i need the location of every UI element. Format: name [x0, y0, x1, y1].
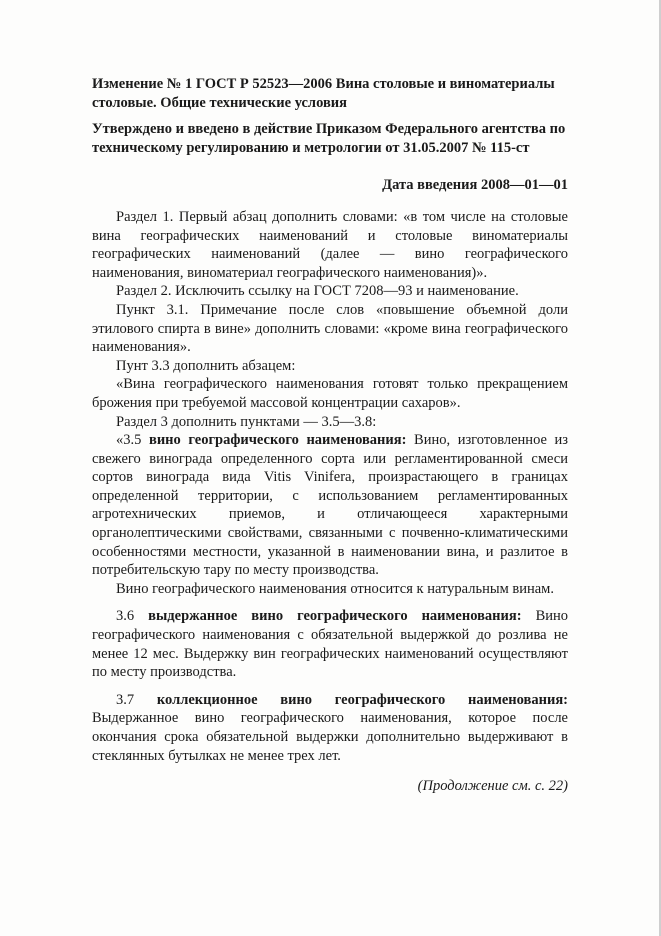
paragraph-clause-3-1: Пункт 3.1. Примечание после слов «повышение объемной доли этилового спирта в вине» дополнить словами: «кроме вина географического наименования».: [92, 301, 568, 356]
paragraph-section-3-add: Раздел 3 дополнить пунктами — 3.5—3.8:: [116, 413, 377, 430]
definition-3-5: [92, 431, 568, 580]
amendment-title: Изменение № 1 ГОСТ Р 52523—2006 Вина столовые и виноматериалы столовые. Общие технические условия: [92, 76, 555, 111]
definition-3-6-text: Вино географического наименования с обязательной выдержкой до розлива не менее 12 мес. Выдержку вин географических наименований осуществляют по месту производства.: [92, 608, 569, 681]
definition-3-6-number: 3.6: [116, 608, 149, 625]
paragraph-natural-wines: Вино географического наименования относится к натуральным винам.: [116, 580, 554, 597]
definition-3-7-number: 3.7: [116, 691, 157, 708]
continuation-note: (Продолжение см. с. 22): [417, 778, 568, 795]
definition-3-7-text: Выдержанное вино географического наименования, которое после окончания срока обязательной выдержки дополнительно выдерживают в стеклянных бутылках не менее трех лет.: [92, 710, 568, 764]
effective-date: Дата введения 2008—01—01: [382, 177, 568, 194]
paragraph-section-2: Раздел 2. Исключить ссылку на ГОСТ 7208—93 и наименование.: [116, 283, 519, 300]
paragraph-section-1: Раздел 1. Первый абзац дополнить словами: «в том числе на столовые вина географических наименований и столовые виноматериалы географических наименований (далее — вино географического наименования, виноматериал географического наименования)».: [92, 208, 568, 281]
definition-3-7: [92, 691, 568, 765]
paragraph-clause-3-3-text: «Вина географического наименования готовят только прекращением брожения при требуемой массовой концентрации сахаров».: [92, 376, 568, 411]
definition-3-5-text: Вино, изготовленное из свежего винограда определенного сорта или регламентированной смеси сортов винограда вида Vitis Vinifera, произрастающего в границах определенной территории, с использованием регламентированных агротехнических приемов, и отличающееся характерными органолептическими свойствами, связанными с почвенно-климатическими особенностями местности, указанной в наименовании вина, и разлитое в потребительскую тару по месту производства.: [92, 432, 569, 579]
definition-3-5-number: «3.5: [116, 432, 149, 449]
definition-3-6-term: выдержанное вино географического наименования:: [148, 608, 522, 625]
paragraph-clause-3-3: Пунт 3.3 дополнить абзацем:: [116, 357, 296, 374]
approval-statement: Утверждено и введено в действие Приказом Федерального агентства по техническому регулированию и метрологии от 31.05.2007 № 115-ст: [92, 121, 566, 156]
definition-3-5-term: вино географического наименования:: [148, 432, 407, 449]
definition-3-7-term: коллекционное вино географического наименования:: [156, 691, 568, 708]
definition-3-6: [92, 607, 568, 681]
document-content: [92, 75, 568, 810]
